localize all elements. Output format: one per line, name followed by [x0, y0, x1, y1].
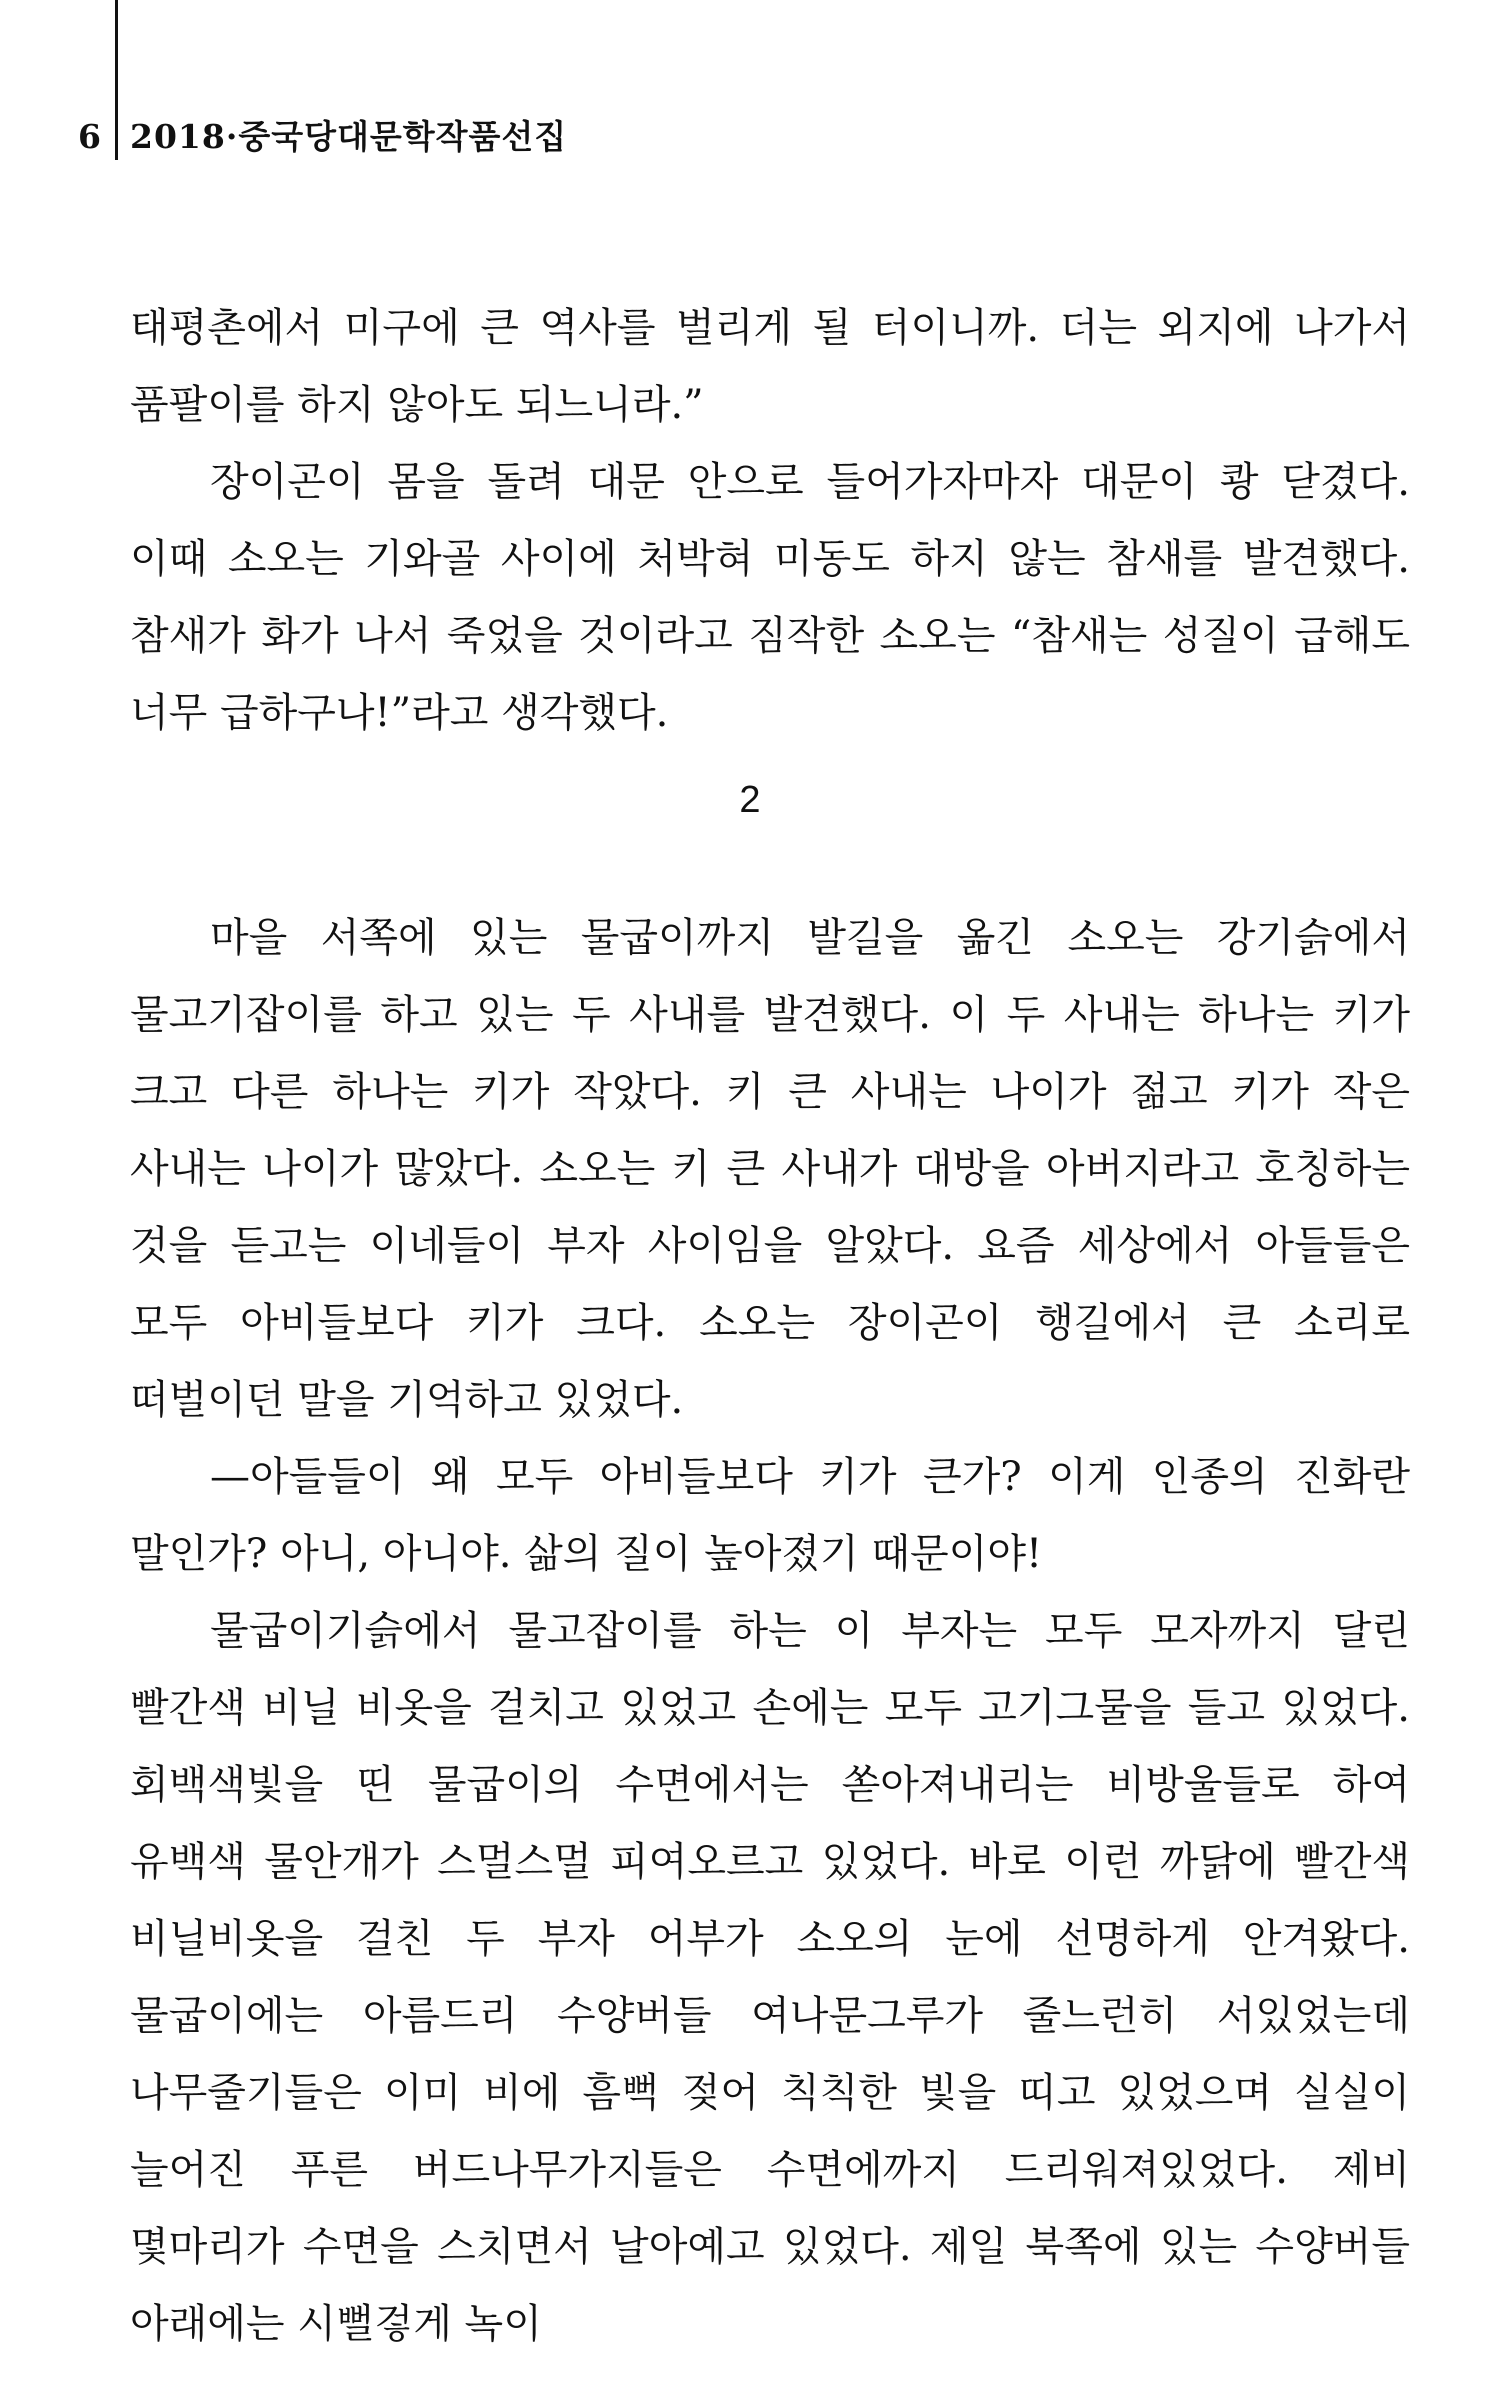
section-number: 2 [739, 779, 761, 821]
header-vertical-rule [115, 0, 118, 160]
paragraph: 마을 서쪽에 있는 물굽이까지 발길을 옮긴 소오는 강기슭에서 물고기잡이를 하고 있는 두 사내를 발견했다. 이 두 사내는 하나는 키가 크고 다른 하나는 키가 작았다. 키 큰 사내는 나이가 젊고 키가 작은 사내는 나이가 많았다. 소오는 키 큰 사내가 대방을 아버지라고 호칭하는 것을 듣고는 이네들이 부자 사이임을 알았다. 요즘 세상에서 아들들은 모두 아비들보다 키가 크다. 소오는 장이곤이 행길에서 큰 소리로 떠벌이던 말을 기억하고 있었다. [130, 915, 1410, 1423]
paragraph: —아들들이 왜 모두 아비들보다 키가 큰가? 이게 인종의 진화란 말인가? 아니, 아니야. 삶의 질이 높아졌기 때문이야! [130, 1454, 1410, 1577]
text-block-after-section [130, 900, 1410, 2363]
paragraph: 물굽이기슭에서 물고잡이를 하는 이 부자는 모두 모자까지 달린 빨간색 비닐 비옷을 걸치고 있었고 손에는 모두 고기그물을 들고 있었다. 회백색빛을 띤 물굽이의 수면에서는 쏟아져내리는 비방울들로 하여 유백색 물안개가 스멀스멀 피여오르고 있었다. 바로 이런 까닭에 빨간색 비닐비옷을 걸친 두 부자 어부가 소오의 눈에 선명하게 안겨왔다. 물굽이에는 아름드리 수양버들 여나문그루가 줄느런히 서있었는데 나무줄기들은 이미 비에 흠뻑 젖어 칙칙한 빛을 띠고 있었으며 실실이 늘어진 푸른 버드나무가지들은 수면에까지 드리워져있었다. 제비 몇마리가 수면을 스치면서 날아예고 있었다. 제일 북쪽에 있는 수양버들 아래에는 시뻘겋게 녹이 [130, 1608, 1410, 2347]
text-block-before-section [130, 290, 1410, 752]
paragraph: 태평촌에서 미구에 큰 역사를 벌리게 될 터이니까. 더는 외지에 나가서 품팔이를 하지 않아도 되느니라.” [130, 305, 1410, 428]
book-title: 2018·중국당대문학작품선집 [130, 117, 568, 156]
page-number: 6 [78, 117, 101, 156]
paragraph: 장이곤이 몸을 돌려 대문 안으로 들어가자마자 대문이 쾅 닫겼다. 이때 소오는 기와골 사이에 처박혀 미동도 하지 않는 참새를 발견했다. 참새가 화가 나서 죽었을 것이라고 짐작한 소오는 “참새는 성질이 급해도 너무 급하구나!”라고 생각했다. [130, 459, 1410, 736]
